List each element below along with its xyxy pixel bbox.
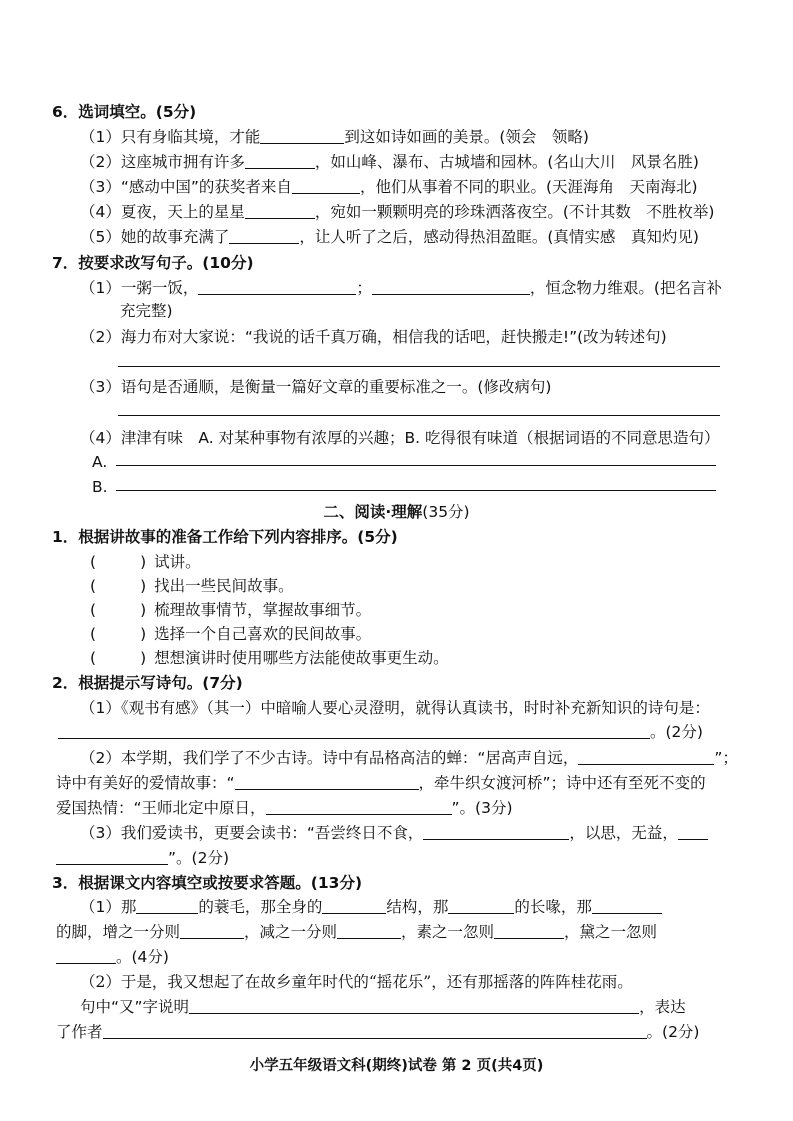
r2-p1-score: 。(2分) bbox=[650, 723, 703, 741]
q6-item-3-text: （3）“感动中国”的获奖者来自 bbox=[80, 178, 292, 196]
q7-sentence-4: （4）津津有味 A. 对某种事物有浓厚的兴趣；B. 吃得很有味道（根据词语的不同意思造句） bbox=[80, 429, 720, 447]
answer-blank[interactable] bbox=[180, 922, 244, 939]
r3-quote: （2）于是，我又想起了在故乡童年时代的“摇花乐”，还有那摇落的阵阵桂花雨。 bbox=[80, 973, 633, 991]
q6-item-4 bbox=[80, 202, 714, 224]
answer-blank[interactable] bbox=[578, 748, 714, 765]
answer-blank[interactable] bbox=[372, 278, 530, 295]
page-footer: 小学五年级语文科(期终)试卷 第 2 页(共4页) bbox=[249, 1058, 544, 1074]
q6-item-4-rest: ，宛如一颗颗明亮的珍珠洒落夜空。(不计其数 不胜枚举) bbox=[314, 203, 715, 221]
q7-s1-rest: ，恒念物力维艰。(把名言补 bbox=[529, 279, 722, 297]
q7-title: 7．按要求改写句子。(10分) bbox=[52, 254, 254, 272]
r2-part-2-line-1: （2）本学期，我们学了不少古诗。诗中有品格高洁的蝉：“居高声自远， ”； bbox=[80, 749, 738, 767]
answer-blank[interactable] bbox=[58, 722, 650, 739]
q6-item-5-text: （5）她的故事充满了 bbox=[80, 228, 230, 246]
q7-sentence-1 bbox=[80, 278, 722, 300]
q7-sentence-3: （3）语句是否通顺，是衡量一篇好文章的重要标准之一。(修改病句) bbox=[80, 378, 552, 396]
answer-blank[interactable] bbox=[592, 897, 662, 914]
answer-blank[interactable] bbox=[448, 897, 514, 914]
answer-line-a[interactable] bbox=[116, 465, 716, 466]
r2-part-1-answer bbox=[58, 722, 703, 744]
answer-blank[interactable] bbox=[229, 227, 299, 244]
answer-line[interactable] bbox=[118, 415, 720, 416]
option-a-label: A. bbox=[92, 453, 108, 471]
answer-blank[interactable] bbox=[136, 897, 198, 914]
r3-line-2: 的脚，增之一分则 ，减之一分则 ，素之一忽则 ，黛之一忽则 bbox=[56, 923, 658, 941]
r2-title: 2．根据提示写诗句。(7分) bbox=[52, 674, 243, 692]
answer-line[interactable] bbox=[118, 366, 720, 367]
q6-item-2-text: （2）这座城市拥有许多 bbox=[80, 153, 245, 171]
section-heading bbox=[0, 502, 793, 524]
r2-part-2-line-2: 诗中有美好的爱情故事：“ ，牵牛织女渡河桥”；诗中还有至死不变的 bbox=[56, 774, 706, 792]
answer-blank[interactable] bbox=[235, 773, 419, 790]
section-score: (35分) bbox=[422, 503, 470, 521]
q6-item-2 bbox=[80, 152, 699, 174]
r1-item-4: ( ) 选择一个自己喜欢的民间故事。 bbox=[90, 625, 372, 643]
q7-sentence-2: （2）海力布对大家说：“我说的话千真万确，相信我的话吧，赶快搬走!”(改为转述句) bbox=[80, 328, 667, 346]
option-b-label: B. bbox=[92, 478, 108, 496]
answer-blank[interactable] bbox=[423, 823, 569, 840]
q7-s1-cont: 充完整) bbox=[120, 302, 173, 320]
answer-line-b[interactable] bbox=[116, 490, 716, 491]
q6-item-1-rest: 到这如诗如画的美景。(领会 领略) bbox=[344, 128, 589, 146]
q6-title: 6．选词填空。(5分) bbox=[52, 103, 197, 121]
q7-s1-sep: ； bbox=[356, 279, 372, 297]
r3-title: 3．根据课文内容填空或按要求答题。(13分) bbox=[52, 874, 363, 892]
answer-blank[interactable] bbox=[56, 848, 168, 865]
r3-q2-line-2: 了作者 。(2分) bbox=[56, 1023, 700, 1041]
answer-blank[interactable] bbox=[494, 922, 564, 939]
r1-title: 1．根据讲故事的准备工作给下列内容排序。(5分) bbox=[52, 528, 398, 546]
answer-blank[interactable] bbox=[245, 202, 315, 219]
answer-blank[interactable] bbox=[266, 798, 452, 815]
answer-blank[interactable] bbox=[56, 947, 116, 964]
q6-item-4-text: （4）夏夜，天上的星星 bbox=[80, 203, 245, 221]
answer-blank[interactable] bbox=[292, 177, 360, 194]
r1-item-2: ( ) 找出一些民间故事。 bbox=[90, 577, 294, 595]
r2-part-1: （1）《观书有感》（其一）中暗喻人要心灵澄明，就得认真读书，时时补充新知识的诗句是： bbox=[80, 699, 710, 717]
answer-blank[interactable] bbox=[103, 1022, 647, 1039]
section-title: 二、阅读·理解 bbox=[323, 503, 423, 521]
q6-item-3-rest: ，他们从事着不同的职业。(天涯海角 天南海北) bbox=[359, 178, 698, 196]
r2-part-3-line-1: （3）我们爱读书，更要会读书：“吾尝终日不食， ，以思，无益， bbox=[80, 823, 708, 845]
r1-item-3: ( ) 梳理故事情节，掌握故事细节。 bbox=[90, 601, 372, 619]
answer-blank[interactable] bbox=[245, 152, 315, 169]
answer-blank[interactable] bbox=[322, 897, 386, 914]
r3-q2-line-1: 句中“又”字说明 ，表达 bbox=[80, 998, 686, 1016]
q6-item-5 bbox=[80, 227, 699, 249]
answer-blank[interactable] bbox=[337, 922, 401, 939]
q6-item-1 bbox=[80, 127, 589, 149]
q6-item-3 bbox=[80, 177, 698, 199]
r2-part-3-line-2: ”。(2分) bbox=[56, 848, 229, 870]
r3-line-1: （1）那 的蓑毛，那全身的 结构，那 的长喙，那 bbox=[80, 897, 662, 919]
answer-blank[interactable] bbox=[198, 278, 356, 295]
r2-part-2-line-3: 爱国热情：“王师北定中原日， ”。(3分) bbox=[56, 799, 513, 817]
r3-line-3: 。(4分) bbox=[56, 947, 169, 969]
r1-item-5: ( ) 想想演讲时使用哪些方法能使故事更生动。 bbox=[90, 649, 449, 667]
q6-item-5-rest: ，让人听了之后，感动得热泪盈眶。(真情实感 真知灼见) bbox=[299, 228, 699, 246]
answer-blank[interactable] bbox=[260, 127, 344, 144]
q6-item-1-text: （1）只有身临其境，才能 bbox=[80, 128, 261, 146]
answer-blank[interactable] bbox=[189, 997, 639, 1014]
q6-item-2-rest: ，如山峰、瀑布、古城墙和园林。(名山大川 风景名胜) bbox=[314, 153, 699, 171]
r1-item-1: ( ) 试讲。 bbox=[90, 553, 201, 571]
q7-s1-text: （1）一粥一饭， bbox=[80, 279, 199, 297]
answer-blank[interactable] bbox=[678, 823, 708, 840]
